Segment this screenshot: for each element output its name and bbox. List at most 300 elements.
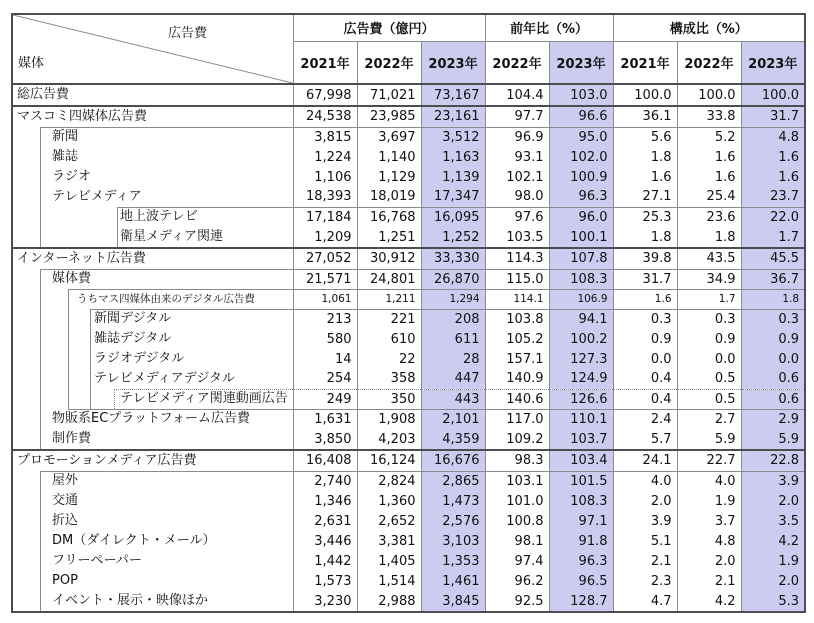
value-cell: 1,405 — [357, 551, 421, 571]
row-label — [12, 531, 293, 551]
value-cell: 5.7 — [613, 429, 677, 450]
value-cell: 0.4 — [613, 369, 677, 389]
value-cell: 5.6 — [613, 127, 677, 147]
value-cell: 96.0 — [549, 207, 613, 227]
value-cell: 114.3 — [485, 248, 549, 269]
value-cell: 2.0 — [677, 551, 741, 571]
row-label-text: 衛星メディア関連 — [120, 229, 223, 244]
table-row — [12, 248, 805, 269]
value-cell: 23,985 — [357, 106, 421, 127]
value-cell: 128.7 — [549, 591, 613, 612]
value-cell: 0.4 — [613, 389, 677, 409]
value-cell: 24,538 — [293, 106, 357, 127]
value-cell: 1,908 — [357, 409, 421, 429]
row-label — [12, 349, 293, 369]
value-cell: 96.5 — [549, 571, 613, 591]
value-cell: 3.5 — [741, 511, 805, 531]
row-label — [12, 84, 293, 106]
table-row — [12, 450, 805, 471]
value-cell: 1.6 — [741, 167, 805, 187]
value-cell: 208 — [421, 309, 485, 329]
value-cell: 2,824 — [357, 471, 421, 491]
hierarchy-guide-line — [68, 369, 69, 389]
table-row — [12, 349, 805, 369]
value-cell: 1,129 — [357, 167, 421, 187]
hierarchy-guide-line — [40, 349, 41, 369]
hierarchy-box-top-line — [40, 471, 293, 472]
hierarchy-guide-line — [40, 531, 41, 551]
year-header-cell: 2023年 — [741, 41, 805, 84]
value-cell: 1,163 — [421, 147, 485, 167]
value-cell: 24,801 — [357, 269, 421, 289]
hierarchy-guide-line — [40, 471, 41, 491]
value-cell: 580 — [293, 329, 357, 349]
table-row — [12, 289, 805, 309]
row-label-text: 媒体費 — [52, 271, 92, 286]
value-cell: 1,106 — [293, 167, 357, 187]
value-cell: 104.4 — [485, 84, 549, 106]
value-cell: 100.0 — [613, 84, 677, 106]
value-cell: 0.0 — [613, 349, 677, 369]
value-cell: 1.6 — [741, 147, 805, 167]
hierarchy-guide-line — [40, 167, 41, 187]
value-cell: 3,103 — [421, 531, 485, 551]
value-cell: 1.8 — [677, 227, 741, 248]
value-cell: 67,998 — [293, 84, 357, 106]
row-label — [12, 511, 293, 531]
value-cell: 4.2 — [677, 591, 741, 612]
value-cell: 2.1 — [613, 551, 677, 571]
value-cell: 4.2 — [741, 531, 805, 551]
value-cell: 23,161 — [421, 106, 485, 127]
value-cell: 5.1 — [613, 531, 677, 551]
row-label-text: プロモーションメディア広告費 — [17, 453, 197, 468]
value-cell: 1,631 — [293, 409, 357, 429]
value-cell: 2,652 — [357, 511, 421, 531]
value-cell: 4,359 — [421, 429, 485, 450]
value-cell: 30,912 — [357, 248, 421, 269]
hierarchy-box-top-line — [68, 289, 293, 290]
value-cell: 103.0 — [549, 84, 613, 106]
value-cell: 96.3 — [549, 187, 613, 207]
value-cell: 1,442 — [293, 551, 357, 571]
value-cell: 16,676 — [421, 450, 485, 471]
value-cell: 95.0 — [549, 127, 613, 147]
row-label-text: 地上波テレビ — [120, 209, 198, 224]
value-cell: 17,347 — [421, 187, 485, 207]
value-cell: 1.6 — [613, 167, 677, 187]
value-cell: 98.1 — [485, 531, 549, 551]
year-header-cell: 2021年 — [293, 41, 357, 84]
value-cell: 4.7 — [613, 591, 677, 612]
value-cell: 31.7 — [741, 106, 805, 127]
value-cell: 43.5 — [677, 248, 741, 269]
hierarchy-guide-line — [117, 207, 118, 227]
value-cell: 1.8 — [741, 289, 805, 309]
value-cell: 443 — [421, 389, 485, 409]
table-row — [12, 127, 805, 147]
value-cell: 16,408 — [293, 450, 357, 471]
row-label-text: テレビメディア — [52, 189, 142, 204]
table-row — [12, 207, 805, 227]
value-cell: 45.5 — [741, 248, 805, 269]
table-row — [12, 389, 805, 409]
value-cell: 100.2 — [549, 329, 613, 349]
table-row — [12, 531, 805, 551]
hierarchy-guide-line — [40, 571, 41, 591]
table-row — [12, 429, 805, 450]
value-cell: 4.0 — [613, 471, 677, 491]
hierarchy-guide-line — [40, 309, 41, 329]
value-cell: 1,461 — [421, 571, 485, 591]
value-cell: 127.3 — [549, 349, 613, 369]
row-label — [12, 571, 293, 591]
value-cell: 1,209 — [293, 227, 357, 248]
row-label-text: 屋外 — [52, 473, 79, 488]
value-cell: 28 — [421, 349, 485, 369]
value-cell: 102.0 — [549, 147, 613, 167]
value-cell: 1.6 — [613, 289, 677, 309]
value-cell: 0.9 — [677, 329, 741, 349]
value-cell: 1,251 — [357, 227, 421, 248]
value-cell: 21,571 — [293, 269, 357, 289]
hierarchy-guide-line — [40, 591, 41, 611]
row-label-text: フリーペーパー — [52, 553, 142, 568]
ad-expenditure-table — [11, 13, 806, 613]
row-label — [12, 429, 293, 450]
value-cell: 3.9 — [613, 511, 677, 531]
value-cell: 3,381 — [357, 531, 421, 551]
value-cell: 157.1 — [485, 349, 549, 369]
row-label — [12, 227, 293, 248]
value-cell: 16,124 — [357, 450, 421, 471]
row-label — [12, 147, 293, 167]
table-row — [12, 147, 805, 167]
value-cell: 97.4 — [485, 551, 549, 571]
value-cell: 73,167 — [421, 84, 485, 106]
value-cell: 39.8 — [613, 248, 677, 269]
value-cell: 108.3 — [549, 269, 613, 289]
value-cell: 100.0 — [741, 84, 805, 106]
value-cell: 2,865 — [421, 471, 485, 491]
year-header-cell: 2023年 — [421, 41, 485, 84]
hierarchy-guide-line — [40, 389, 41, 409]
row-label-text: テレビメディア関連動画広告 — [120, 391, 288, 406]
value-cell: 3,230 — [293, 591, 357, 612]
hierarchy-guide-line — [40, 207, 41, 227]
value-cell: 100.8 — [485, 511, 549, 531]
row-label-text: 物販系ECプラットフォーム広告費 — [52, 411, 250, 426]
value-cell: 103.8 — [485, 309, 549, 329]
row-label — [12, 289, 293, 309]
value-cell: 4.8 — [741, 127, 805, 147]
table-row — [12, 369, 805, 389]
hierarchy-box-top-line — [68, 409, 293, 410]
value-cell: 33.8 — [677, 106, 741, 127]
row-label-text: 雑誌 — [52, 149, 79, 164]
row-label — [12, 207, 293, 227]
value-cell: 26,870 — [421, 269, 485, 289]
value-cell: 3,845 — [421, 591, 485, 612]
value-cell: 5.3 — [741, 591, 805, 612]
row-label-text: インターネット広告費 — [17, 251, 146, 266]
value-cell: 350 — [357, 389, 421, 409]
value-cell: 36.1 — [613, 106, 677, 127]
table-row — [12, 511, 805, 531]
value-cell: 4.0 — [677, 471, 741, 491]
value-cell: 1,360 — [357, 491, 421, 511]
row-label — [12, 127, 293, 147]
row-label-text: うちマス四媒体由来のデジタル広告費 — [77, 293, 255, 305]
value-cell: 98.3 — [485, 450, 549, 471]
value-cell: 0.3 — [613, 309, 677, 329]
table-row — [12, 409, 805, 429]
value-cell: 611 — [421, 329, 485, 349]
value-cell: 103.5 — [485, 227, 549, 248]
value-cell: 447 — [421, 369, 485, 389]
row-label — [12, 248, 293, 269]
table-row — [12, 187, 805, 207]
hierarchy-guide-line — [40, 409, 41, 429]
hierarchy-guide-line — [90, 349, 91, 369]
row-label-text: 新聞デジタル — [94, 311, 172, 326]
value-cell: 23.7 — [741, 187, 805, 207]
row-label-text: マスコミ四媒体広告費 — [17, 109, 148, 124]
value-cell: 109.2 — [485, 429, 549, 450]
value-cell: 1.9 — [741, 551, 805, 571]
value-cell: 103.4 — [549, 450, 613, 471]
hierarchy-guide-line — [40, 491, 41, 511]
row-label — [12, 167, 293, 187]
row-label-text: DM（ダイレクト・メール） — [52, 533, 216, 548]
group-header-row — [12, 14, 805, 41]
year-header-cell: 2022年 — [485, 41, 549, 84]
hierarchy-guide-line — [40, 127, 41, 147]
value-cell: 1.9 — [677, 491, 741, 511]
value-cell: 114.1 — [485, 289, 549, 309]
value-cell: 105.2 — [485, 329, 549, 349]
value-cell: 1.8 — [613, 147, 677, 167]
year-header-cell: 2023年 — [549, 41, 613, 84]
value-cell: 2.1 — [677, 571, 741, 591]
value-cell: 100.9 — [549, 167, 613, 187]
value-cell: 124.9 — [549, 369, 613, 389]
group-header-yoy: 前年比（%） — [485, 14, 613, 41]
value-cell: 106.9 — [549, 289, 613, 309]
value-cell: 5.2 — [677, 127, 741, 147]
hierarchy-guide-line — [68, 389, 69, 409]
hierarchy-guide-line — [90, 309, 91, 329]
table-row — [12, 309, 805, 329]
value-cell: 2,740 — [293, 471, 357, 491]
table-row — [12, 84, 805, 106]
year-header-cell: 2021年 — [613, 41, 677, 84]
value-cell: 5.9 — [741, 429, 805, 450]
value-cell: 1.7 — [677, 289, 741, 309]
value-cell: 22.8 — [741, 450, 805, 471]
value-cell: 71,021 — [357, 84, 421, 106]
hierarchy-guide-line — [90, 389, 91, 409]
table-row — [12, 269, 805, 289]
value-cell: 1,140 — [357, 147, 421, 167]
value-cell: 96.9 — [485, 127, 549, 147]
value-cell: 27.1 — [613, 187, 677, 207]
corner-label-adcost: 広告費 — [168, 26, 208, 41]
value-cell: 0.5 — [677, 369, 741, 389]
year-header-cell: 2022年 — [677, 41, 741, 84]
value-cell: 101.0 — [485, 491, 549, 511]
value-cell: 2.0 — [741, 571, 805, 591]
row-label-text: POP — [52, 573, 78, 588]
group-header-share: 構成比（%） — [613, 14, 805, 41]
row-label-text: 交通 — [52, 493, 79, 508]
diagonal-divider — [13, 15, 293, 83]
value-cell: 96.6 — [549, 106, 613, 127]
value-cell: 1,211 — [357, 289, 421, 309]
hierarchy-guide-line — [40, 551, 41, 571]
value-cell: 140.9 — [485, 369, 549, 389]
hierarchy-guide-line — [40, 269, 41, 289]
value-cell: 108.3 — [549, 491, 613, 511]
hierarchy-guide-line — [68, 289, 69, 309]
hierarchy-box-top-line — [40, 269, 293, 270]
row-label-text: イベント・展示・映像ほか — [52, 593, 209, 608]
value-cell: 14 — [293, 349, 357, 369]
value-cell: 1.6 — [677, 147, 741, 167]
value-cell: 0.9 — [741, 329, 805, 349]
value-cell: 100.1 — [549, 227, 613, 248]
value-cell: 2.7 — [677, 409, 741, 429]
value-cell: 0.0 — [741, 349, 805, 369]
year-header-cell: 2022年 — [357, 41, 421, 84]
value-cell: 126.6 — [549, 389, 613, 409]
value-cell: 91.8 — [549, 531, 613, 551]
row-label-text: 制作費 — [52, 431, 92, 446]
value-cell: 93.1 — [485, 147, 549, 167]
value-cell: 3,815 — [293, 127, 357, 147]
value-cell: 16,095 — [421, 207, 485, 227]
value-cell: 1.7 — [741, 227, 805, 248]
row-label — [12, 369, 293, 389]
value-cell: 249 — [293, 389, 357, 409]
hierarchy-guide-line — [68, 329, 69, 349]
value-cell: 24.1 — [613, 450, 677, 471]
value-cell: 23.6 — [677, 207, 741, 227]
hierarchy-guide-line — [68, 349, 69, 369]
value-cell: 103.7 — [549, 429, 613, 450]
value-cell: 3,697 — [357, 127, 421, 147]
value-cell: 22 — [357, 349, 421, 369]
value-cell: 0.3 — [741, 309, 805, 329]
hierarchy-box-top-line — [114, 389, 293, 390]
corner-header-cell — [12, 14, 293, 84]
value-cell: 17,184 — [293, 207, 357, 227]
value-cell: 0.0 — [677, 349, 741, 369]
value-cell: 97.1 — [549, 511, 613, 531]
value-cell: 22.0 — [741, 207, 805, 227]
value-cell: 0.6 — [741, 389, 805, 409]
value-cell: 2,631 — [293, 511, 357, 531]
value-cell: 18,019 — [357, 187, 421, 207]
row-label — [12, 409, 293, 429]
value-cell: 1,252 — [421, 227, 485, 248]
hierarchy-guide-line — [117, 227, 118, 247]
value-cell: 96.3 — [549, 551, 613, 571]
row-label-text: ラジオデジタル — [94, 351, 185, 366]
row-label — [12, 329, 293, 349]
table-row — [12, 329, 805, 349]
row-label-text: ラジオ — [52, 169, 92, 184]
value-cell: 27,052 — [293, 248, 357, 269]
row-label-text: 折込 — [52, 513, 79, 528]
value-cell: 22.7 — [677, 450, 741, 471]
value-cell: 4,203 — [357, 429, 421, 450]
row-label-text: 新聞 — [52, 129, 79, 144]
table-row — [12, 106, 805, 127]
hierarchy-box-top-line — [40, 127, 293, 128]
hierarchy-guide-line — [40, 147, 41, 167]
value-cell: 31.7 — [613, 269, 677, 289]
value-cell: 0.6 — [741, 369, 805, 389]
value-cell: 1,294 — [421, 289, 485, 309]
value-cell: 2.9 — [741, 409, 805, 429]
value-cell: 1,353 — [421, 551, 485, 571]
value-cell: 18,393 — [293, 187, 357, 207]
value-cell: 3,512 — [421, 127, 485, 147]
row-label — [12, 551, 293, 571]
row-label — [12, 591, 293, 612]
hierarchy-guide-line — [40, 187, 41, 207]
value-cell: 107.8 — [549, 248, 613, 269]
value-cell: 117.0 — [485, 409, 549, 429]
row-label — [12, 389, 293, 409]
hierarchy-guide-line — [40, 369, 41, 389]
value-cell: 1.8 — [613, 227, 677, 248]
value-cell: 213 — [293, 309, 357, 329]
value-cell: 2,101 — [421, 409, 485, 429]
value-cell: 3,850 — [293, 429, 357, 450]
value-cell: 92.5 — [485, 591, 549, 612]
value-cell: 2.0 — [613, 491, 677, 511]
table-row — [12, 167, 805, 187]
value-cell: 110.1 — [549, 409, 613, 429]
value-cell: 3.9 — [741, 471, 805, 491]
hierarchy-box-top-line — [90, 309, 293, 310]
row-label — [12, 491, 293, 511]
row-label — [12, 269, 293, 289]
value-cell: 254 — [293, 369, 357, 389]
value-cell: 1,346 — [293, 491, 357, 511]
corner-label-media: 媒体 — [18, 56, 45, 71]
value-cell: 4.8 — [677, 531, 741, 551]
value-cell: 5.9 — [677, 429, 741, 450]
row-label — [12, 309, 293, 329]
hierarchy-guide-line — [40, 511, 41, 531]
value-cell: 1,224 — [293, 147, 357, 167]
value-cell: 97.7 — [485, 106, 549, 127]
value-cell: 36.7 — [741, 269, 805, 289]
hierarchy-guide-line — [40, 289, 41, 309]
value-cell: 1,139 — [421, 167, 485, 187]
value-cell: 3,446 — [293, 531, 357, 551]
row-label — [12, 106, 293, 127]
value-cell: 358 — [357, 369, 421, 389]
value-cell: 610 — [357, 329, 421, 349]
value-cell: 3.7 — [677, 511, 741, 531]
value-cell: 2,576 — [421, 511, 485, 531]
value-cell: 140.6 — [485, 389, 549, 409]
value-cell: 1.6 — [677, 167, 741, 187]
